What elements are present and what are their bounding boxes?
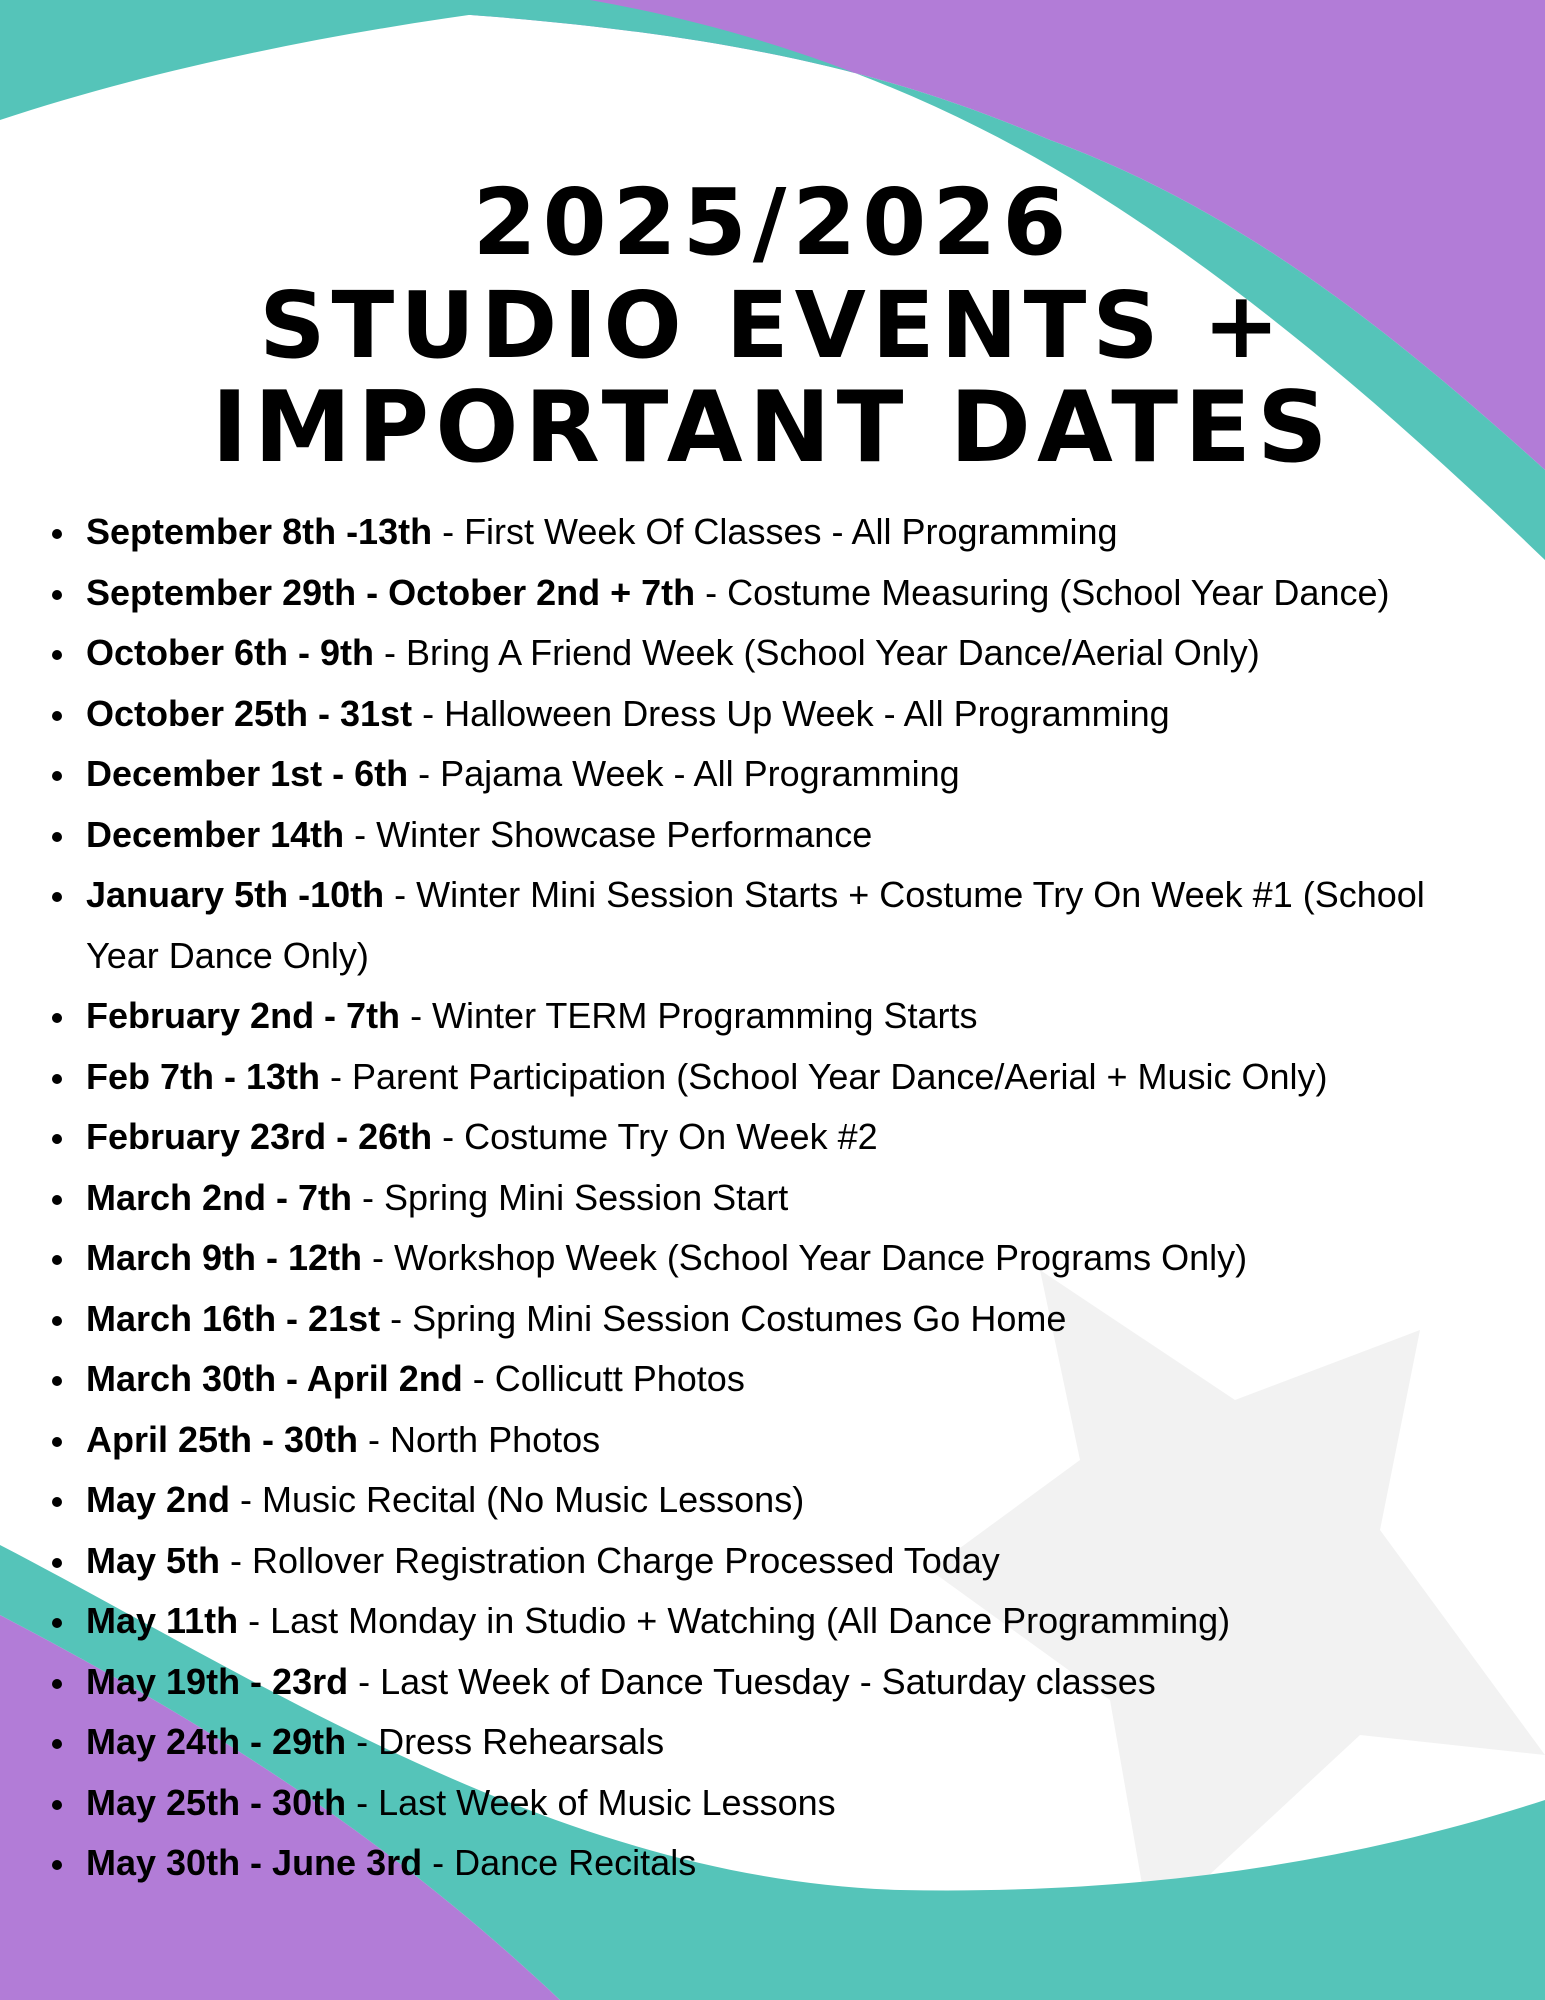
event-description: - Spring Mini Session Costumes Go Home <box>380 1297 1067 1339</box>
event-description: - Rollover Registration Charge Processed Today <box>220 1539 1000 1581</box>
event-item <box>86 502 1545 563</box>
event-description: - Last Week of Music Lessons <box>346 1781 836 1823</box>
event-date: March 30th - April 2nd <box>86 1358 463 1399</box>
event-description: - Workshop Week (School Year Dance Programs Only) <box>362 1237 1248 1278</box>
page-title <box>0 169 1545 486</box>
event-item <box>86 1531 1545 1592</box>
event-description: - Dance Recitals <box>422 1842 697 1883</box>
event-date: Feb 7th - 13th <box>86 1055 321 1097</box>
event-date: May 11th <box>86 1600 239 1641</box>
event-date: December 14th <box>86 813 345 855</box>
event-date: May 25th - 30th <box>86 1781 347 1823</box>
event-date: October 25th - 31st <box>86 692 413 734</box>
event-date: May 5th <box>86 1539 221 1581</box>
event-description: - Halloween Dress Up Week - All Programming <box>412 692 1170 734</box>
event-description: - Costume Try On Week #2 <box>432 1116 878 1157</box>
event-date: December 1st - 6th <box>86 753 409 794</box>
title-important-dates: IMPORTANT DATES <box>211 371 1334 486</box>
event-date: April 25th - 30th <box>86 1418 359 1460</box>
event-item <box>86 744 1545 805</box>
event-date: September 8th -13th <box>86 511 433 552</box>
event-description: - Dress Rehearsals <box>346 1721 665 1762</box>
events-list <box>48 502 1545 1894</box>
event-description: - Last Week of Dance Tuesday - Saturday classes <box>348 1660 1156 1702</box>
event-item <box>86 1168 1545 1229</box>
event-item <box>86 1652 1545 1713</box>
event-description: - Bring A Friend Week (School Year Dance/Aerial Only) <box>374 632 1260 673</box>
event-date: May 2nd <box>86 1479 231 1520</box>
event-description: - Winter Mini Session Starts + Costume Try On Week #1 (School Year Dance Only) <box>86 874 1425 976</box>
event-description: - First Week Of Classes - All Programming <box>432 511 1118 552</box>
event-item <box>86 1833 1545 1894</box>
event-date: January 5th -10th <box>86 874 385 915</box>
event-item <box>86 805 1545 866</box>
title-studio-events: STUDIO EVENTS + <box>259 272 1286 380</box>
event-description: - Winter TERM Programming Starts <box>400 995 978 1036</box>
event-description: - Collicutt Photos <box>462 1358 745 1399</box>
event-item <box>86 1773 1545 1834</box>
event-date: February 2nd - 7th <box>86 995 401 1036</box>
title-year: 2025/2026 <box>472 169 1073 277</box>
event-item <box>86 1591 1545 1652</box>
event-item <box>86 1410 1545 1471</box>
event-date: October 6th - 9th <box>86 632 375 673</box>
event-description: - Spring Mini Session Start <box>352 1176 789 1218</box>
event-item <box>86 1289 1545 1350</box>
event-description: - Last Monday in Studio + Watching (All Dance Programming) <box>238 1600 1231 1641</box>
event-item <box>86 623 1545 684</box>
event-date: March 16th - 21st <box>86 1297 381 1339</box>
event-date: September 29th - October 2nd + 7th <box>86 571 696 613</box>
event-item <box>86 1349 1545 1410</box>
event-date: May 30th - June 3rd <box>86 1842 423 1883</box>
event-item <box>86 1107 1545 1168</box>
event-date: February 23rd - 26th <box>86 1116 433 1157</box>
event-description: - Costume Measuring (School Year Dance) <box>695 571 1390 613</box>
event-item <box>86 1047 1545 1108</box>
event-item <box>86 1470 1545 1531</box>
event-date: May 19th - 23rd <box>86 1660 349 1702</box>
event-description: - North Photos <box>358 1418 601 1460</box>
event-description: - Music Recital (No Music Lessons) <box>230 1479 805 1520</box>
event-item <box>86 684 1545 745</box>
event-item <box>86 1712 1545 1773</box>
event-item <box>86 865 1486 986</box>
event-date: May 24th - 29th <box>86 1721 347 1762</box>
event-date: March 9th - 12th <box>86 1237 363 1278</box>
event-description: - Pajama Week - All Programming <box>408 753 960 794</box>
event-item <box>86 563 1545 624</box>
event-item <box>86 986 1545 1047</box>
event-item <box>86 1228 1545 1289</box>
event-description: - Parent Participation (School Year Dance/Aerial + Music Only) <box>320 1055 1328 1097</box>
event-date: March 2nd - 7th <box>86 1176 353 1218</box>
event-description: - Winter Showcase Performance <box>344 813 873 855</box>
